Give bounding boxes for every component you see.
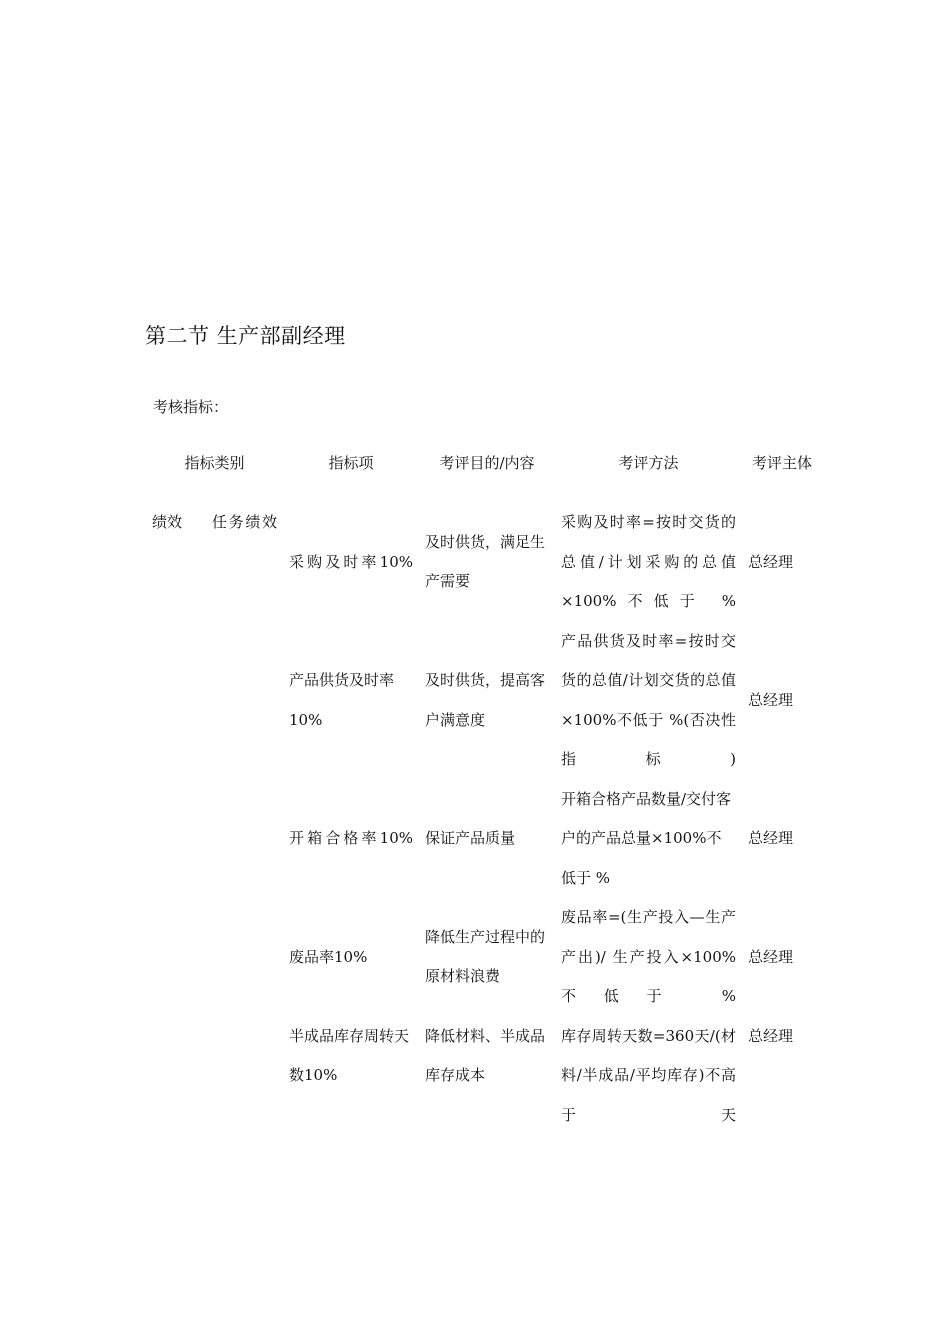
sub-title: 考核指标：: [153, 398, 229, 416]
row-purpose: 降低材料、半成品库存成本: [425, 1026, 546, 1084]
row-method: 库存周转天数=360天/(材料/半成品/平均库存)不高于 天: [561, 1026, 736, 1124]
row-purpose: 及时供货，提高客户满意度: [425, 671, 546, 729]
row-item: 开箱合格率10%: [289, 829, 413, 847]
table-row: [146, 1017, 822, 1137]
row-purpose: 保证产品质量: [425, 829, 516, 847]
row-item: 半成品库存周转天数10%: [289, 1026, 410, 1084]
table-row: [146, 503, 822, 622]
row-subject: 总经理: [748, 1026, 794, 1045]
kpi-table: [146, 425, 822, 1137]
row-purpose: 降低生产过程中的原材料浪费: [425, 927, 546, 986]
row-method: 废品率=(生产投入—生产产出)/ 生产投入×100%不低于 %: [561, 908, 736, 1005]
row-method: 开箱合格产品数量/交付客户的产品总量×100%不低于 %: [561, 789, 732, 887]
row-item: 产品供货及时率10%: [289, 671, 395, 729]
row-subject: 总经理: [748, 947, 794, 966]
row-method: 采购及时率=按时交货的总值/计划采购的总值×100%不低于 %: [561, 513, 736, 610]
row-method: 产品供货及时率=按时交货的总值/计划交货的总值×100%不低于 %(否决性指标): [561, 631, 736, 768]
row-purpose: 及时供货，满足生产需要: [425, 532, 546, 591]
section-title: 第二节 生产部副经理: [145, 324, 346, 348]
table-row: [146, 898, 822, 1017]
row-item: 采购及时率10%: [289, 552, 413, 571]
table-row: [146, 780, 822, 899]
header-category: 指标类别: [184, 454, 245, 473]
row-subject: 总经理: [748, 690, 794, 709]
row-subject: 总经理: [748, 829, 794, 847]
category-level1: 绩效: [152, 513, 183, 531]
row-item: 废品率10%: [289, 947, 368, 966]
header-item: 指标项: [328, 454, 374, 473]
row-subject: 总经理: [748, 552, 794, 571]
category-level2: 任务绩效: [212, 513, 277, 531]
header-method: 考评方法: [618, 454, 679, 473]
header-subject: 考评主体: [751, 454, 812, 473]
table-header-row: [146, 425, 822, 503]
table-row: [146, 622, 822, 780]
header-purpose: 考评目的/内容: [439, 454, 535, 473]
